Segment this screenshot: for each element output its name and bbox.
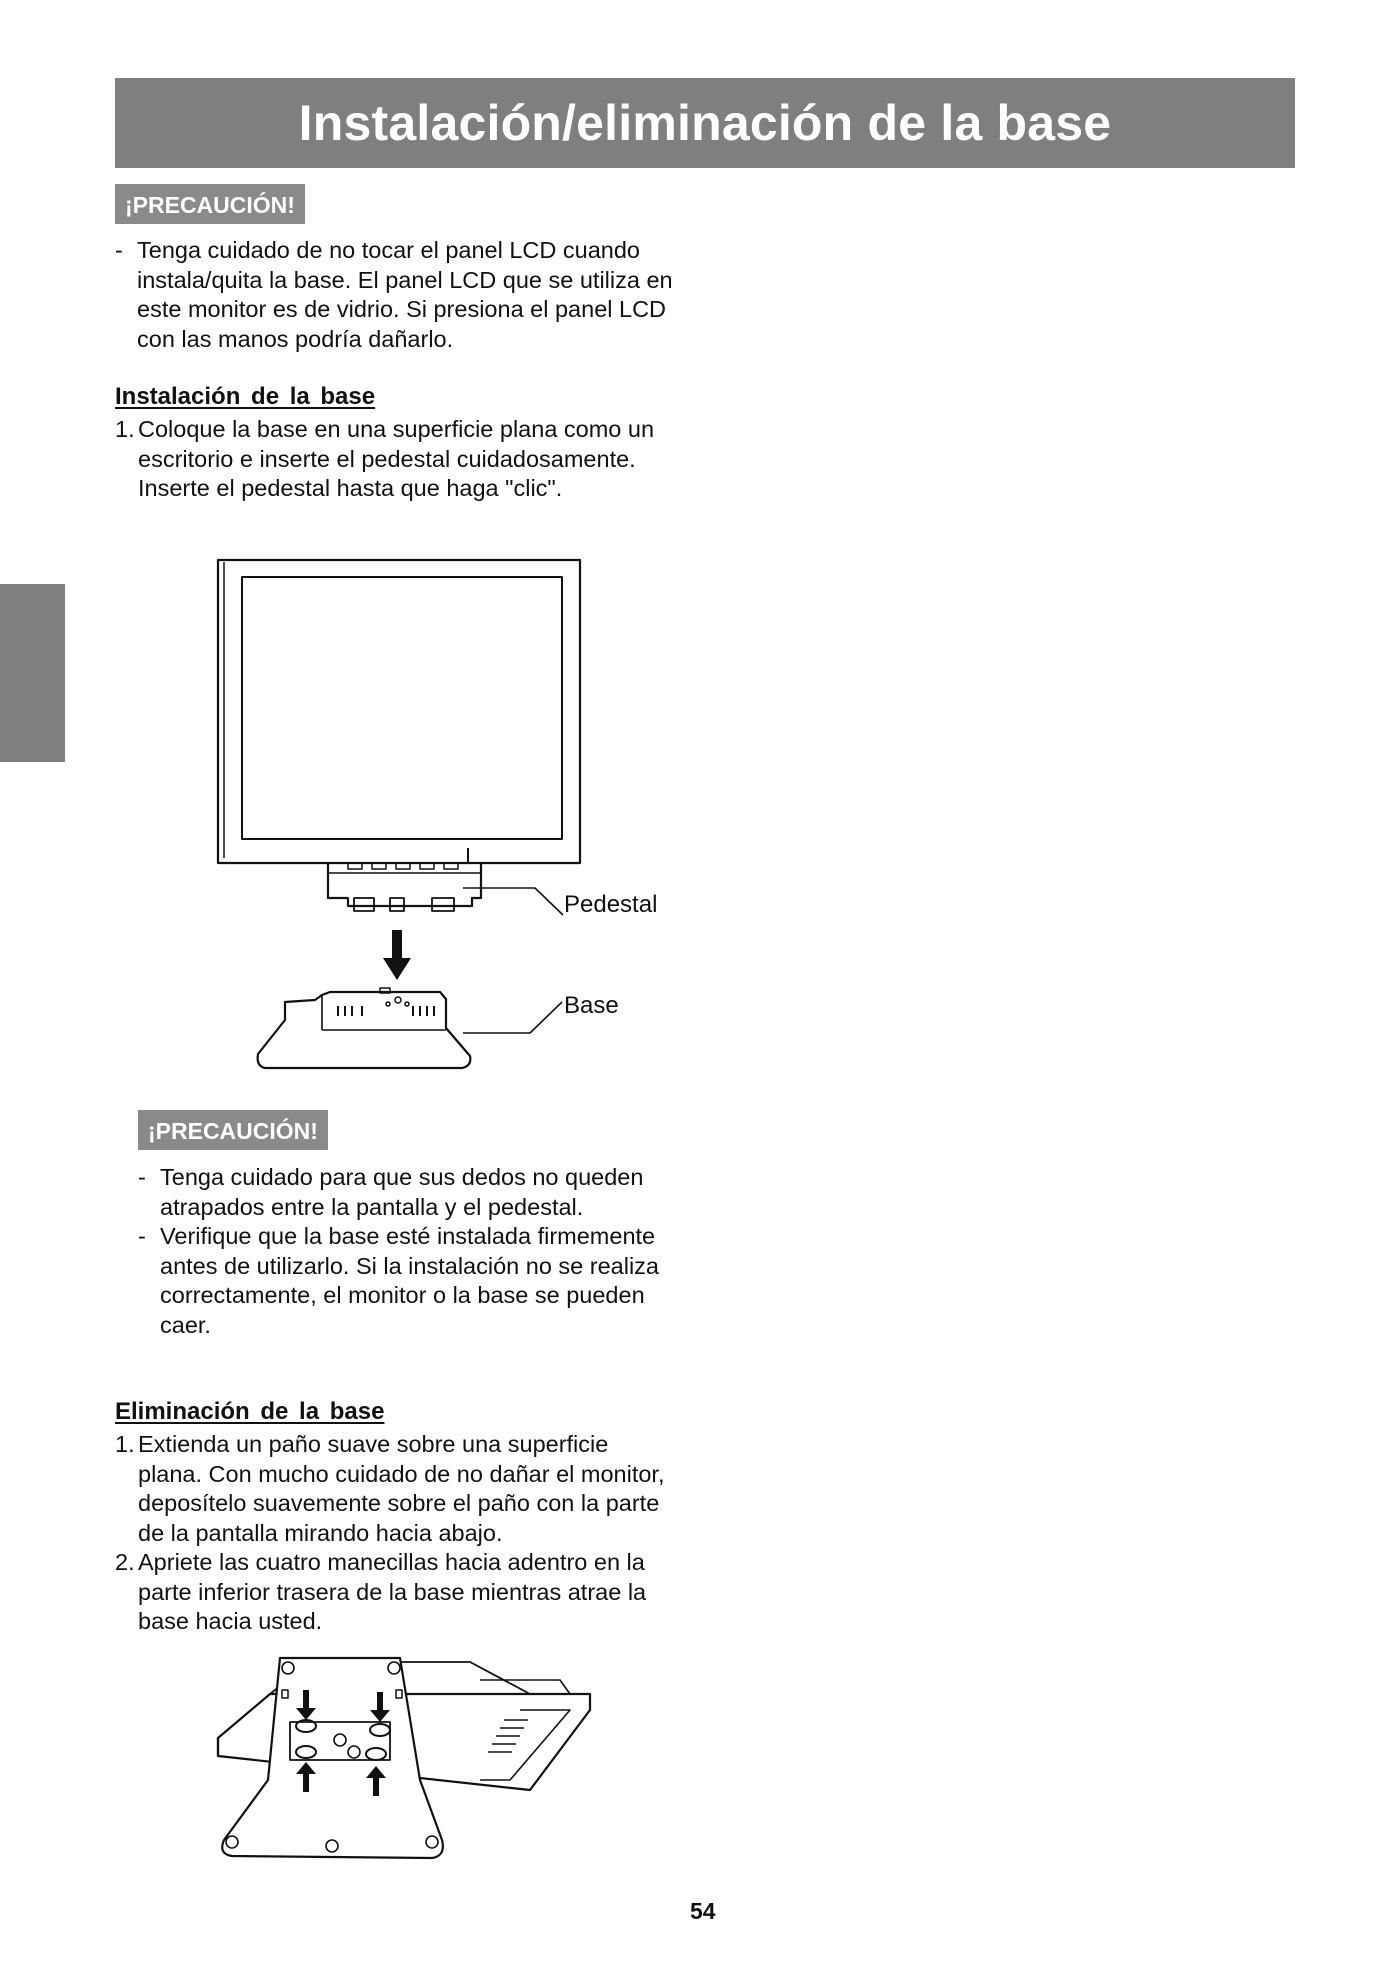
caution-2-item-1 — [138, 1163, 690, 1222]
caution-1-item — [115, 236, 690, 354]
removal-heading: Eliminación de la base — [115, 1398, 385, 1425]
down-arrow — [383, 930, 411, 980]
removal-step-1 — [115, 1430, 670, 1548]
step-number: 1. — [115, 1431, 135, 1457]
language-side-tab — [0, 584, 65, 762]
base-leader — [463, 1002, 562, 1033]
pedestal-leader — [463, 888, 563, 915]
caution-2-text-2: Verifique que la base esté instalada firmemente antes de utilizarlo. Si la instalación no se realiza correctamente, el monitor o la base se pueden caer. — [160, 1223, 659, 1338]
install-step-1-text: Coloque la base en una superficie plana como un escritorio e inserte el pedestal cuidadosamente. — [138, 416, 655, 472]
caution-label-1: ¡PRECAUCIÓN! — [115, 184, 305, 224]
step-number: 2. — [115, 1549, 135, 1575]
bullet-mark: - — [138, 1164, 146, 1190]
figure-removal-diagram — [210, 1660, 610, 1890]
caution-1-list — [115, 236, 690, 354]
caution-2-item-2 — [138, 1222, 690, 1340]
install-heading: Instalación de la base — [115, 383, 376, 410]
install-step-1-note: Inserte el pedestal hasta que haga "clic". — [138, 475, 563, 501]
monitor-screen — [242, 577, 562, 839]
removal-step-2-text: Apriete las cuatro manecillas hacia adentro en la parte inferior trasera de la base mientras atrae la base hacia usted. — [138, 1549, 647, 1634]
page-number: 54 — [690, 1898, 716, 1924]
removal-steps — [115, 1430, 670, 1637]
caution-2-text-1: Tenga cuidado para que sus dedos no queden atrapados entre la pantalla y el pedestal. — [160, 1164, 644, 1220]
label-pedestal: Pedestal — [564, 891, 658, 918]
monitor-frame — [218, 560, 580, 863]
figure-install-diagram — [200, 540, 760, 1080]
bullet-mark: - — [138, 1223, 146, 1249]
removal-step-2 — [115, 1548, 670, 1637]
step-number: 1. — [115, 416, 135, 442]
install-steps — [115, 415, 685, 504]
bullet-mark: - — [115, 237, 123, 263]
install-step-1 — [115, 415, 685, 504]
stand-shape — [222, 1658, 443, 1858]
caution-2-list — [138, 1163, 690, 1340]
caution-label-2: ¡PRECAUCIÓN! — [138, 1110, 328, 1150]
page-title: Instalación/eliminación de la base — [115, 78, 1295, 168]
label-base: Base — [564, 992, 619, 1019]
caution-1-text: Tenga cuidado de no tocar el panel LCD cuando instala/quita la base. El panel LCD que se utiliza en este monitor es de vidrio. Si presiona el panel LCD con las manos podría dañarlo. — [137, 237, 673, 352]
removal-step-1-text: Extienda un paño suave sobre una superficie plana. Con mucho cuidado de no dañar el monitor, deposítelo suavemente sobre el paño con la parte de la pantalla mirando hacia abajo. — [138, 1431, 665, 1546]
